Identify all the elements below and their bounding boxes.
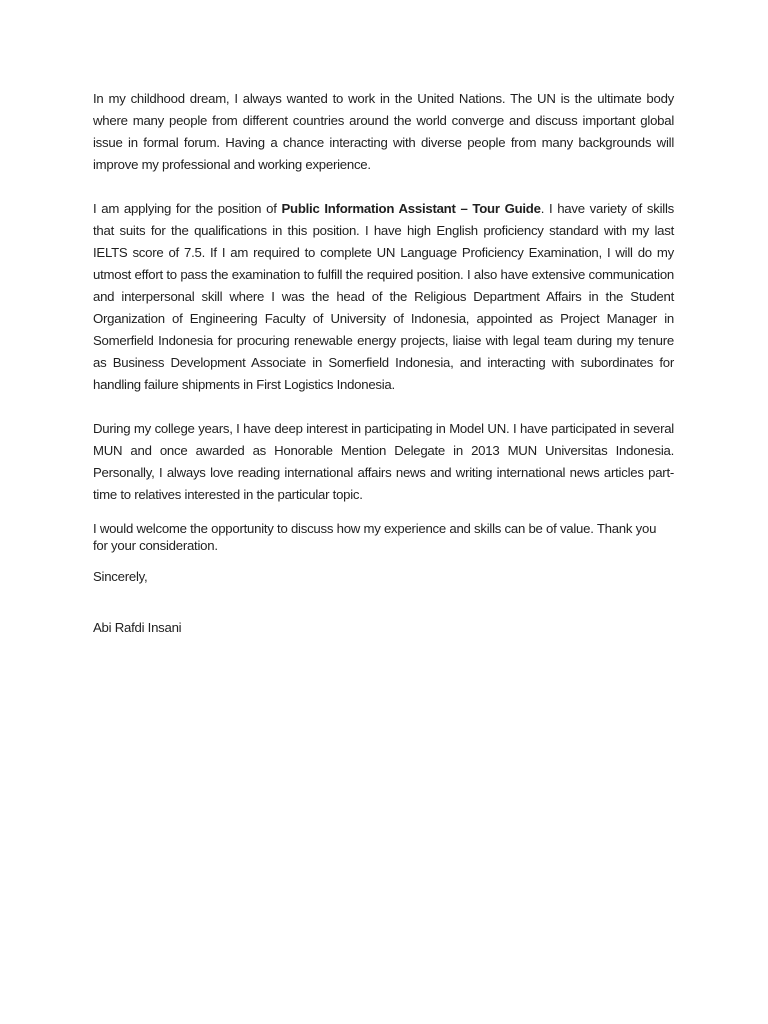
application-text-before-position: I am applying for the position of [93,201,282,216]
application-text-after-position: . I have variety of skills that suits for the qualifications in this position. I have high English proficiency standard with my last IELTS score of 7.5. If I am required to complete UN Language Proficiency Examination, I will do my utmost effort to pass the examination to fulfill the required position. I also have extensive communication and interpersonal skill where I was the head of the Religious Department Affairs in the Student Organization of Engineering Faculty of University of Indonesia, appointed as Project Manager in Somerfield Indonesia for procuring renewable energy projects, liaise with legal team during my tenure as Business Development Associate in Somerfield Indonesia, and interacting with subordinates for handling failure shipments in First Logistics Indonesia. [93,201,675,392]
position-title: Public Information Assistant – Tour Guide [281,201,541,216]
paragraph-closing-request: I would welcome the opportunity to discuss how my experience and skills can be of value. Thank you for your consideration. [93,521,657,553]
paragraph-model-un: During my college years, I have deep interest in participating in Model UN. I have participated in several MUN and once awarded as Honorable Mention Delegate in 2013 MUN Universitas Indonesia. Personally, I always love reading international affairs news and writing international news articles part-time to relatives interested in the particular topic. [93,421,674,502]
paragraph-intro: In my childhood dream, I always wanted to work in the United Nations. The UN is the ultimate body where many people from different countries around the world converge and discuss important global issue in formal forum. Having a chance interacting with diverse people from many backgrounds will improve my professional and working experience. [93,91,674,172]
paragraph-application [93,198,674,396]
signature-name: Abi Rafdi Insani [93,620,182,635]
valediction: Sincerely, [93,569,148,584]
